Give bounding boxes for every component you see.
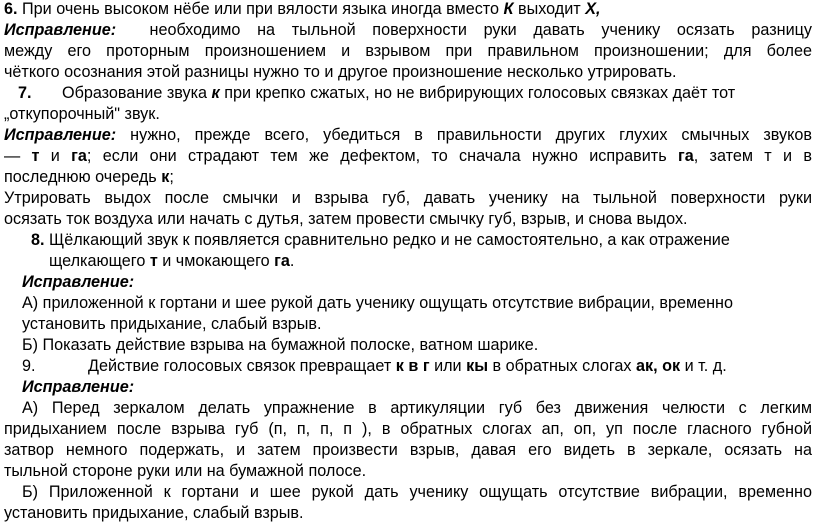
item7-paragraph2-line1: Утрировать выдох после смычки и взрыва губ, давать ученику на тыльной поверхности руки (4, 189, 812, 207)
item8-option-b-line1: Б) Показать действие взрыва на бумажной полоске, ватном шарике. (22, 336, 539, 354)
item9-option-b-line2: установить придыхание, слабый взрыв. (4, 504, 304, 522)
item6-number: 6. (4, 0, 18, 18)
item7-paragraph2-line2: осязать ток воздуха или начать с дутья, затем провести смычку губ, взрыв, и снова выдох. (4, 210, 688, 228)
item8-line2: щелкающего т и чмокающего га. (49, 252, 295, 270)
correction-label: Исправление: (4, 126, 117, 144)
correction-label: Исправление: (22, 273, 135, 291)
item8-heading: 8. Щёлкающий звук к появляется сравнительно редко и не самостоятельно, а как отражение (31, 231, 730, 249)
item9-option-a-line2: придыханием после взрыва губ (п, п, п, п ), в обратных слогах ап, оп, уп после гласного губной (4, 420, 812, 438)
item7-line2: „откупорочный" звук. (4, 105, 160, 123)
item8-number: 8. (31, 231, 45, 249)
item7-correction-line2: — т и га; если они страдают тем же дефектом, то сначала нужно исправить га, затем т и в (4, 147, 812, 165)
item7-correction-line1: Исправление: нужно, прежде всего, убедиться в правильности других глухих смычных звуков (4, 126, 813, 144)
item9-option-a-line1: А) Перед зеркалом делать упражнение в артикуляции губ без движения челюсти с легким (22, 399, 812, 417)
item9-option-b-line1: Б) Приложенной к гортани и шее рукой дать ученику ощущать отсутствие вибрации, временно (22, 483, 812, 501)
item8-option-a-line2: установить придыхание, слабый взрыв. (22, 315, 322, 333)
item9-option-a-line4: тыльной стороне руки или на бумажной полосе. (4, 462, 367, 480)
item7-number: 7. (18, 84, 32, 102)
correction-label: Исправление: (4, 21, 117, 39)
item6-correction-line3: чёткого осознания этой разницы нужно то и другое произношение несколько утрировать. (4, 63, 677, 81)
item7-heading: 7. Образование звука к при крепко сжатых, но не вибрирующих голосовых связках даёт тот (4, 83, 812, 104)
item6-correction-line1: Исправление: необходимо на тыльной поверхности руки давать ученику осязать разницу (4, 21, 812, 39)
item9-heading: 9. Действие голосовых связок превращает к в г или кы в обратных слогах ак, ок и т. д. (22, 357, 727, 375)
item7-correction-line3: последнюю очередь к; (4, 168, 174, 186)
item9-number: 9. (22, 357, 36, 375)
item8-option-a-line1: А) приложенной к гортани и шее рукой дать ученику ощущать отсутствие вибрации, временно (22, 294, 733, 312)
item6-heading: 6. При очень высоком нёбе или при вялости языка иногда вместо К выходит Х, (4, 0, 601, 18)
correction-label: Исправление: (22, 378, 135, 396)
item9-option-a-line3: затвор немного подержать, и затем произвести взрыв, давая его видеть в зеркале, осязать на (4, 441, 812, 459)
item9-correction-label (22, 377, 812, 398)
item8-correction-label (22, 272, 812, 293)
item6-correction-line2: между его проторным произношением и взрывом при правильном произношении; для более (4, 42, 812, 60)
